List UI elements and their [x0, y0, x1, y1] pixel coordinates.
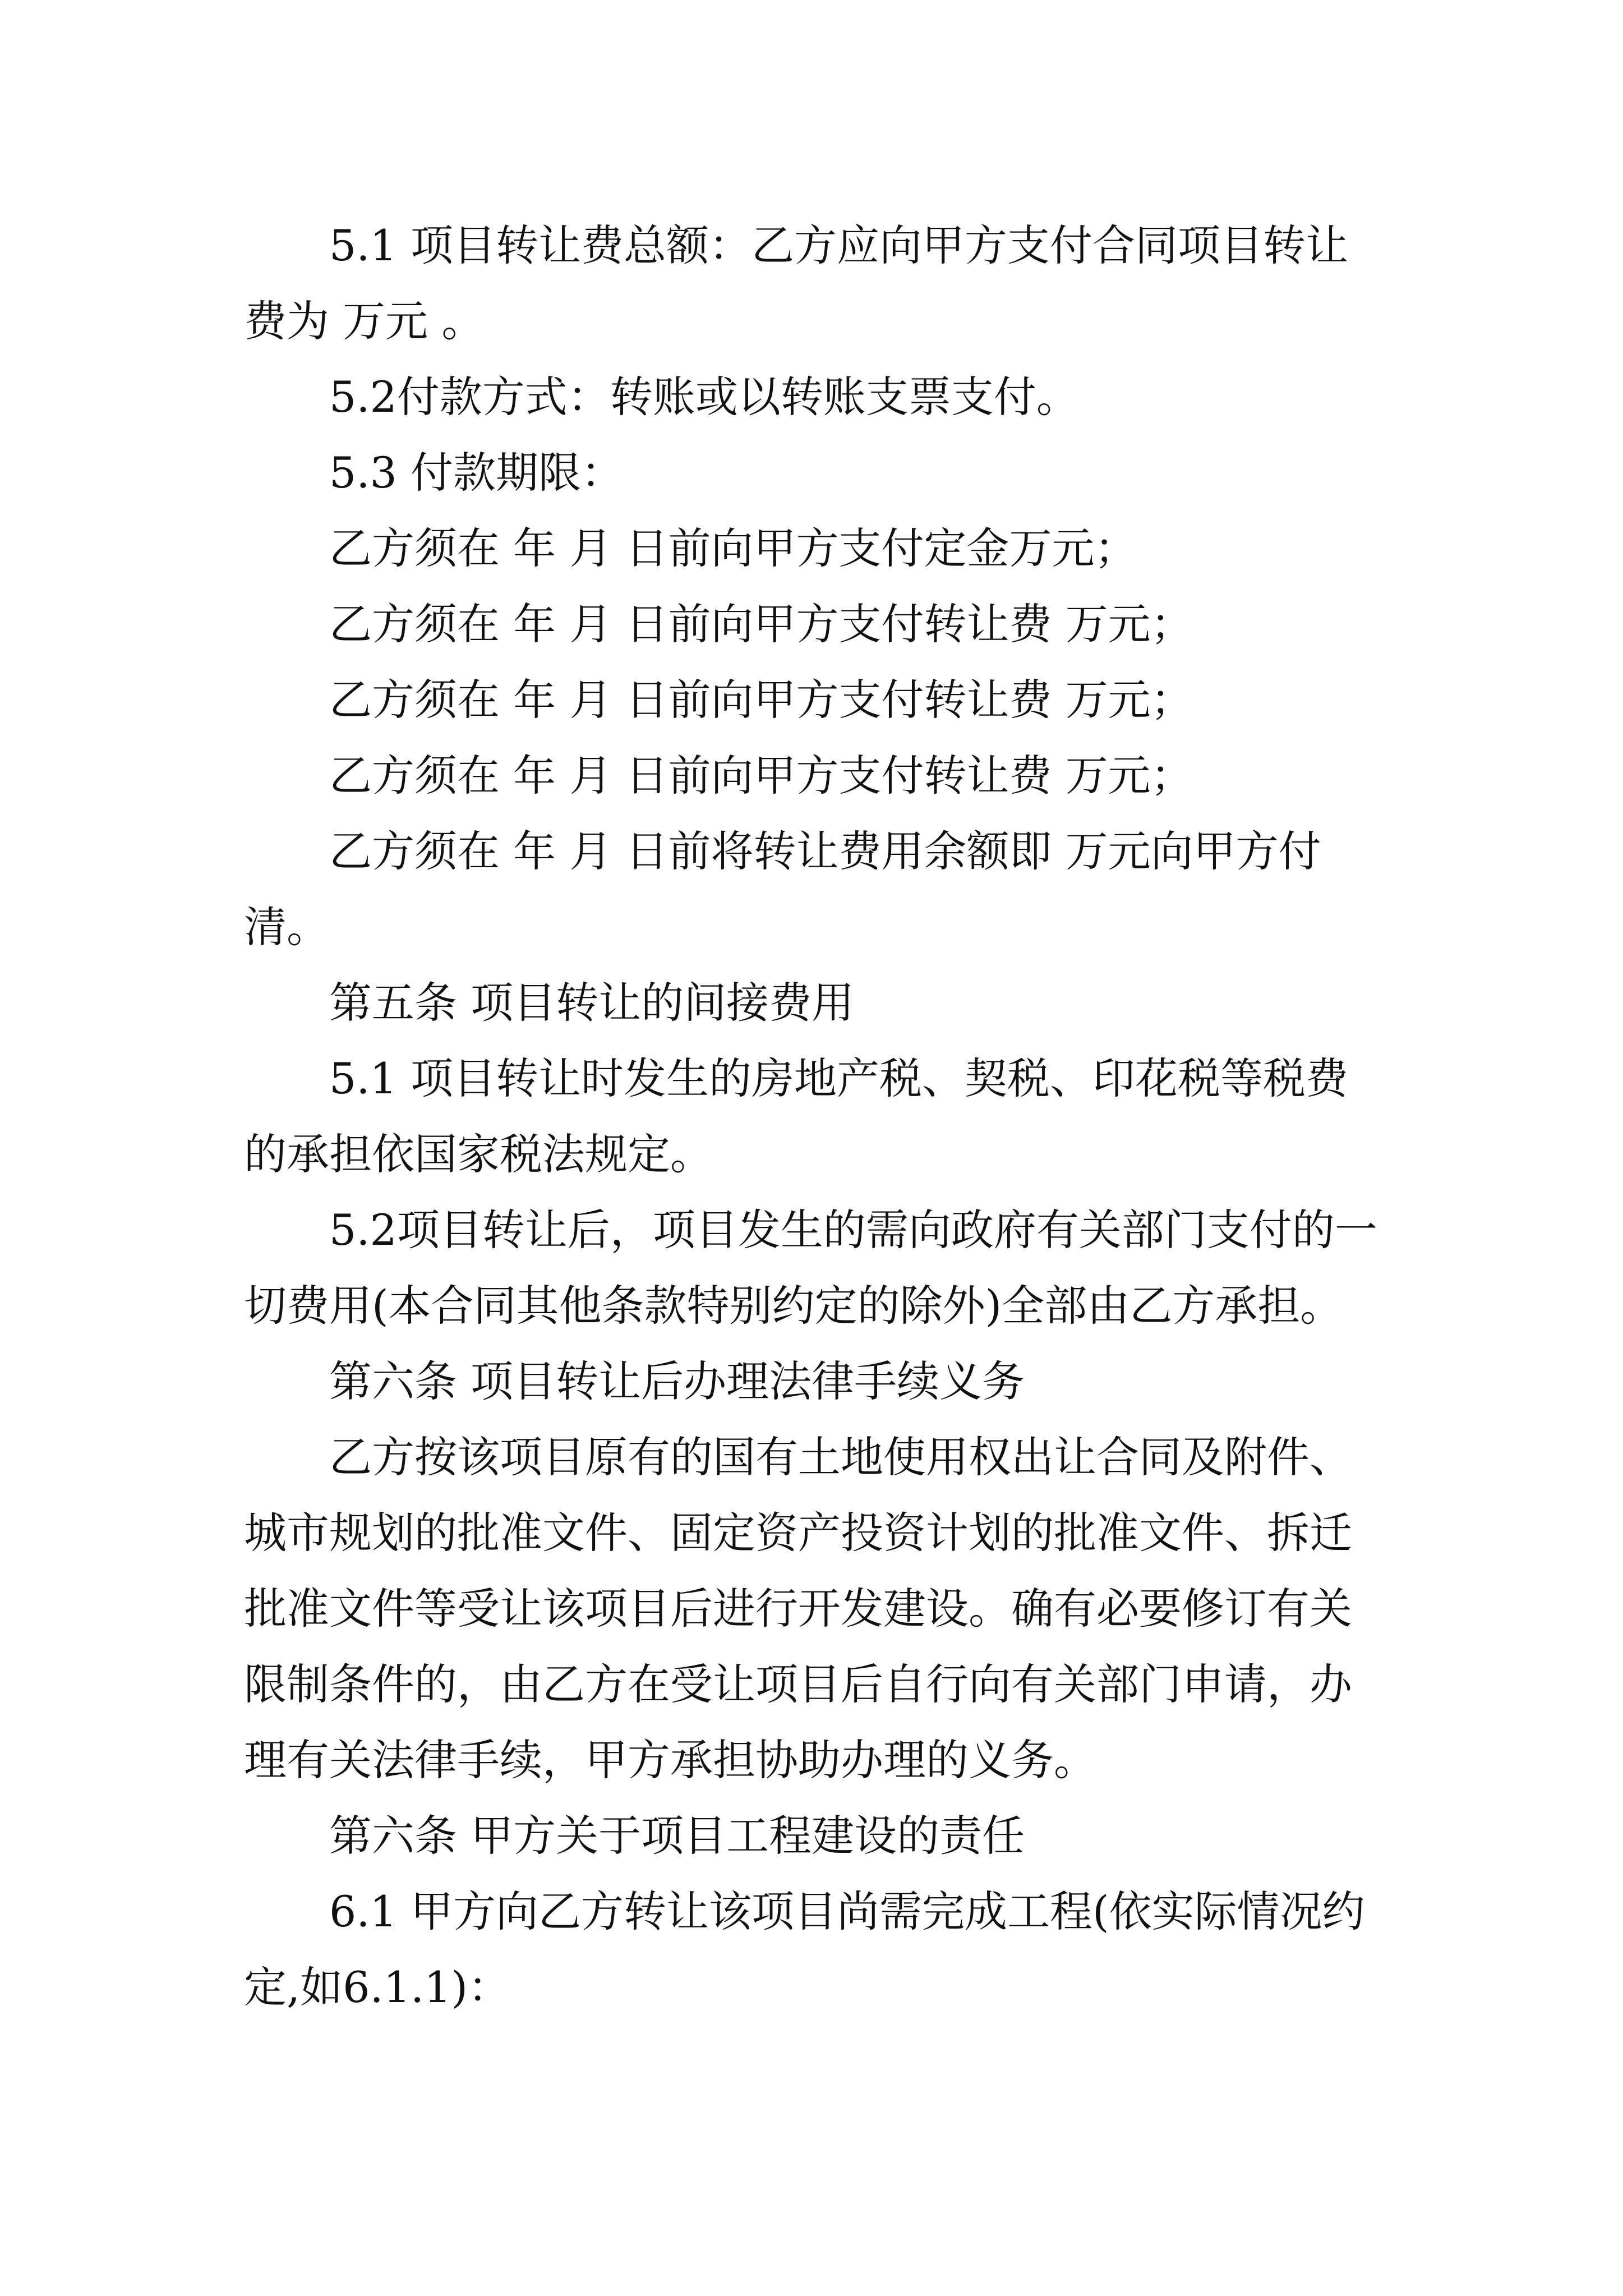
- paragraph-installment-1: 乙方须在 年 月 日前向甲方支付转让费 万元；: [329, 599, 1193, 649]
- paragraph-5-2-payment-method: 5.2付款方式：转账或以转账支票支付。: [329, 372, 1079, 422]
- article-6-heading-construction-responsibility: 第六条 甲方关于项目工程建设的责任: [329, 1811, 1025, 1861]
- paragraph-installment-2: 乙方须在 年 月 日前向甲方支付转让费 万元；: [329, 675, 1193, 725]
- paragraph-5-3-payment-deadline: 5.3 付款期限：: [329, 448, 624, 498]
- paragraph-deposit-payment: 乙方须在 年 月 日前向甲方支付定金万元；: [329, 523, 1137, 573]
- paragraph-5-1-taxes: 5.1 项目转让时发生的房地产税、契税、印花税等税费的承担依国家税法规定。: [244, 1053, 1349, 1179]
- article-6-heading-legal-procedures: 第六条 项目转让后办理法律手续义务: [329, 1356, 1025, 1406]
- paragraph-legal-procedures: 乙方按该项目原有的国有土地使用权出让合同及附件、城市规划的批准文件、固定资产投资计划的批准文件、拆迁批准文件等受让该项目后进行开发建设。确有必要修订有关限制条件的，由乙方在受让项目后自行向有关部门申请，办理有关法律手续，甲方承担协助办理的义务。: [244, 1432, 1352, 1785]
- paragraph-6-1-remaining-works: 6.1 甲方向乙方转让该项目尚需完成工程(依实际情况约定,如6.1.1)：: [244, 1887, 1365, 2012]
- paragraph-5-1-transfer-fee-total: 5.1 项目转让费总额：乙方应向甲方支付合同项目转让费为 万元 。: [244, 220, 1349, 346]
- paragraph-5-2-fees-after-transfer: 5.2项目转让后，项目发生的需向政府有关部门支付的一切费用(本合同其他条款特别约定的除外)全部由乙方承担。: [244, 1205, 1377, 1331]
- paragraph-balance-payment: 乙方须在 年 月 日前将转让费用余额即 万元向甲方付清。: [244, 826, 1321, 952]
- article-5-heading: 第五条 项目转让的间接费用: [329, 978, 855, 1028]
- paragraph-installment-3: 乙方须在 年 月 日前向甲方支付转让费 万元；: [329, 751, 1193, 800]
- document-body: [244, 208, 1380, 2025]
